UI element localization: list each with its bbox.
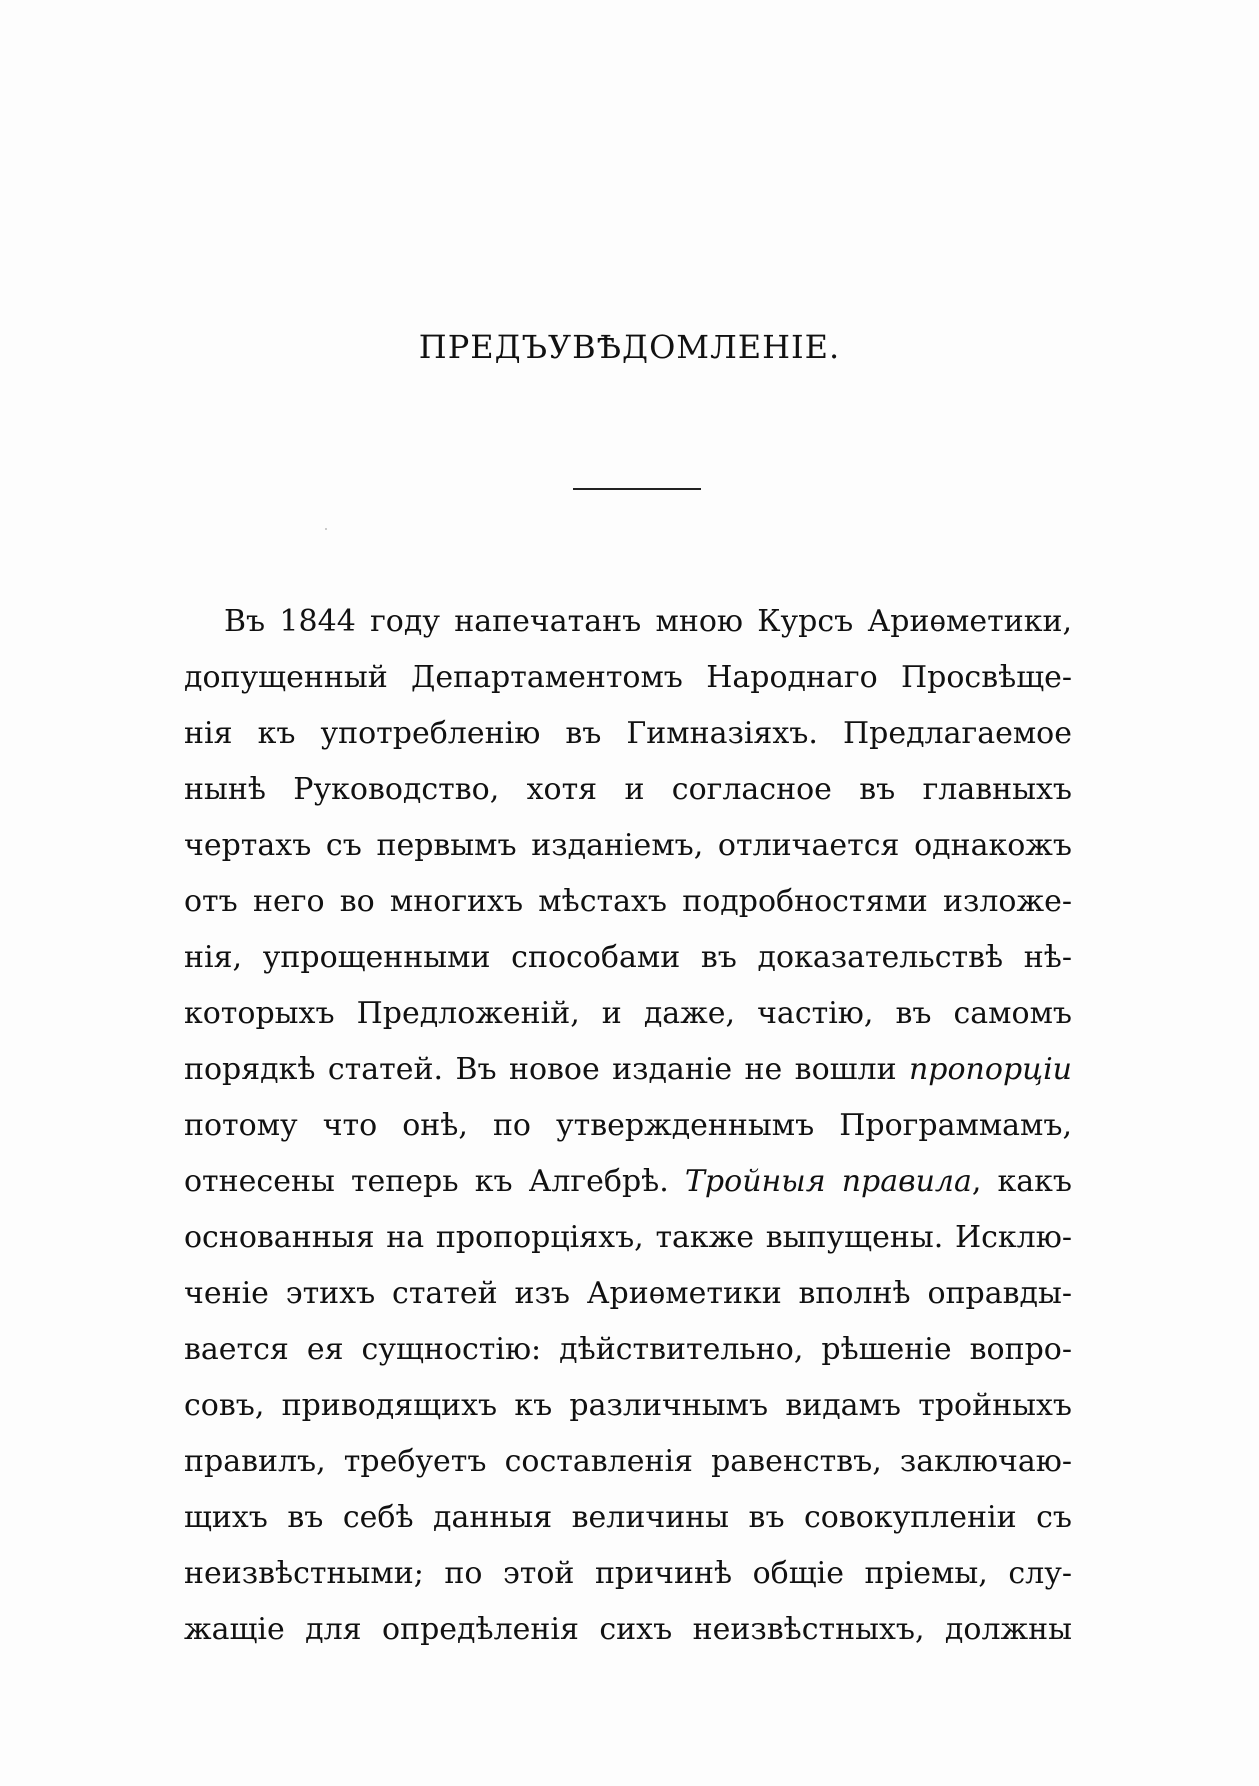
text-line: вается ея сущностію: дѣйствительно, рѣшеніе вопро- <box>184 1332 1072 1367</box>
text-line: ченіе этихъ статей изъ Ариѳметики вполнѣ оправды- <box>184 1276 1072 1311</box>
text-line <box>184 1154 1072 1210</box>
italic-text-segment: пропорціи <box>908 1052 1072 1087</box>
body-paragraph <box>184 594 1072 1658</box>
italic-text-segment: Тройныя правила <box>684 1164 972 1199</box>
text-line: щихъ въ себѣ данныя величины въ совокупленіи съ <box>184 1500 1072 1535</box>
text-line: Въ 1844 году напечатанъ мною Курсъ Ариѳметики, <box>224 604 1072 639</box>
text-line: основанныя на пропорціяхъ, также выпущены. Исклю- <box>184 1220 1072 1255</box>
text-line: правилъ, требуетъ составленія равенствъ, заключаю- <box>184 1444 1072 1479</box>
text-segment: отнесены теперь къ Алгебрѣ. <box>184 1164 685 1199</box>
text-line <box>184 1042 1072 1098</box>
text-line: жащіе для опредѣленія сихъ неизвѣстныхъ, должны <box>184 1612 1072 1647</box>
text-line: неизвѣстными; по этой причинѣ общіе пріемы, слу- <box>184 1556 1072 1591</box>
text-line: допущенный Департаментомъ Народнаго Просвѣще- <box>184 660 1072 695</box>
text-line: потому что онѣ, по утвержденнымъ Программамъ, <box>184 1108 1072 1143</box>
text-segment: , какъ <box>971 1164 1072 1199</box>
text-line: нія къ употребленію въ Гимназіяхъ. Предлагаемое <box>184 716 1072 751</box>
text-line: совъ, приводящихъ къ различнымъ видамъ тройныхъ <box>184 1388 1072 1423</box>
text-segment: порядкѣ статей. Въ новое изданіе не вошли <box>184 1052 909 1087</box>
heading-divider-rule <box>573 488 701 490</box>
page-heading: ПРЕДЪУВѢДОМЛЕНІЕ. <box>418 328 841 366</box>
text-line: чертахъ съ первымъ изданіемъ, отличается однакожъ <box>184 828 1072 863</box>
text-line: нія, упрощенными способами въ доказательствѣ нѣ- <box>184 940 1072 975</box>
text-line: которыхъ Предложеній, и даже, частію, въ самомъ <box>184 996 1072 1031</box>
paper-speck <box>325 528 327 530</box>
text-line: отъ него во многихъ мѣстахъ подробностями изложе- <box>184 884 1072 919</box>
text-line: нынѣ Руководство, хотя и согласное въ главныхъ <box>184 772 1072 807</box>
